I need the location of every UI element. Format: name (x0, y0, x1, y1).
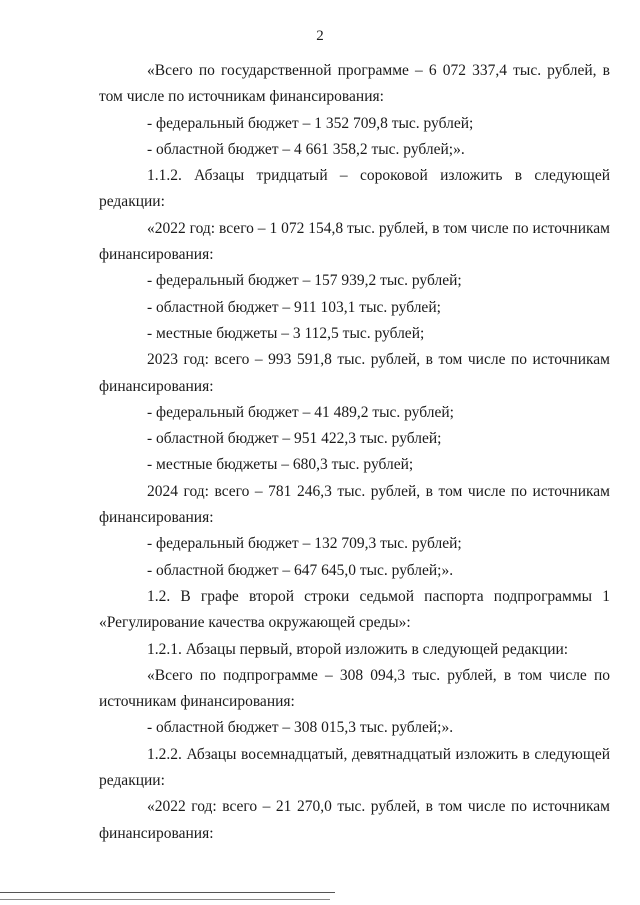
document-body (99, 58, 610, 847)
paragraph-2024-regional: - областной бюджет – 647 645,0 тыс. рублей;». (147, 561, 454, 579)
paragraph-1-2: 1.2. В графе второй строки седьмой паспорта подпрограммы 1 «Регулирование качества окружающей среды»: (99, 587, 610, 632)
paragraph-2024-federal: - федеральный бюджет – 132 709,3 тыс. рублей; (147, 535, 462, 553)
page-number: 2 (316, 28, 324, 44)
footer-divider-secondary (0, 899, 330, 900)
paragraph-subprogram-total: «Всего по подпрограмме – 308 094,3 тыс. рублей, в том числе по источникам финансирования: (99, 666, 610, 711)
paragraph-2023-total: 2023 год: всего – 993 591,8 тыс. рублей, в том числе по источникам финансирования: (99, 351, 610, 395)
paragraph-subprogram-regional: - областной бюджет – 308 015,3 тыс. рублей;». (147, 719, 454, 737)
paragraph-2022-subprogram-total: «2022 год: всего – 21 270,0 тыс. рублей, в том числе по источникам финансирования: (99, 798, 610, 842)
paragraph-2023-federal: - федеральный бюджет – 41 489,2 тыс. рублей; (147, 403, 454, 421)
paragraph-1-2-1: 1.2.1. Абзацы первый, второй изложить в следующей редакции: (147, 640, 569, 658)
paragraph-regional-budget: - областной бюджет – 4 661 358,2 тыс. рублей;». (147, 140, 465, 158)
paragraph-1-2-2: 1.2.2. Абзацы восемнадцатый, девятнадцатый изложить в следующей редакции: (99, 745, 610, 790)
paragraph-2022-regional: - областной бюджет – 911 103,1 тыс. рублей; (147, 298, 441, 316)
paragraph-total-program: «Всего по государственной программе – 6 072 337,4 тыс. рублей, в том числе по источникам финансирования: (99, 62, 610, 106)
paragraph-2023-regional: - областной бюджет – 951 422,3 тыс. рублей; (147, 430, 442, 448)
paragraph-federal-budget: - федеральный бюджет – 1 352 709,8 тыс. рублей; (147, 114, 474, 132)
paragraph-2023-local: - местные бюджеты – 680,3 тыс. рублей; (147, 456, 414, 474)
paragraph-2022-federal: - федеральный бюджет – 157 939,2 тыс. рублей; (147, 272, 462, 290)
paragraph-2024-total: 2024 год: всего – 781 246,3 тыс. рублей, в том числе по источникам финансирования: (99, 482, 610, 527)
footer-divider (0, 892, 335, 893)
paragraph-1-1-2: 1.1.2. Абзацы тридцатый – сороковой изложить в следующей редакции: (99, 167, 610, 211)
paragraph-2022-total: «2022 год: всего – 1 072 154,8 тыс. рублей, в том числе по источникам финансирования: (99, 219, 610, 264)
paragraph-2022-local: - местные бюджеты – 3 112,5 тыс. рублей; (147, 324, 425, 342)
